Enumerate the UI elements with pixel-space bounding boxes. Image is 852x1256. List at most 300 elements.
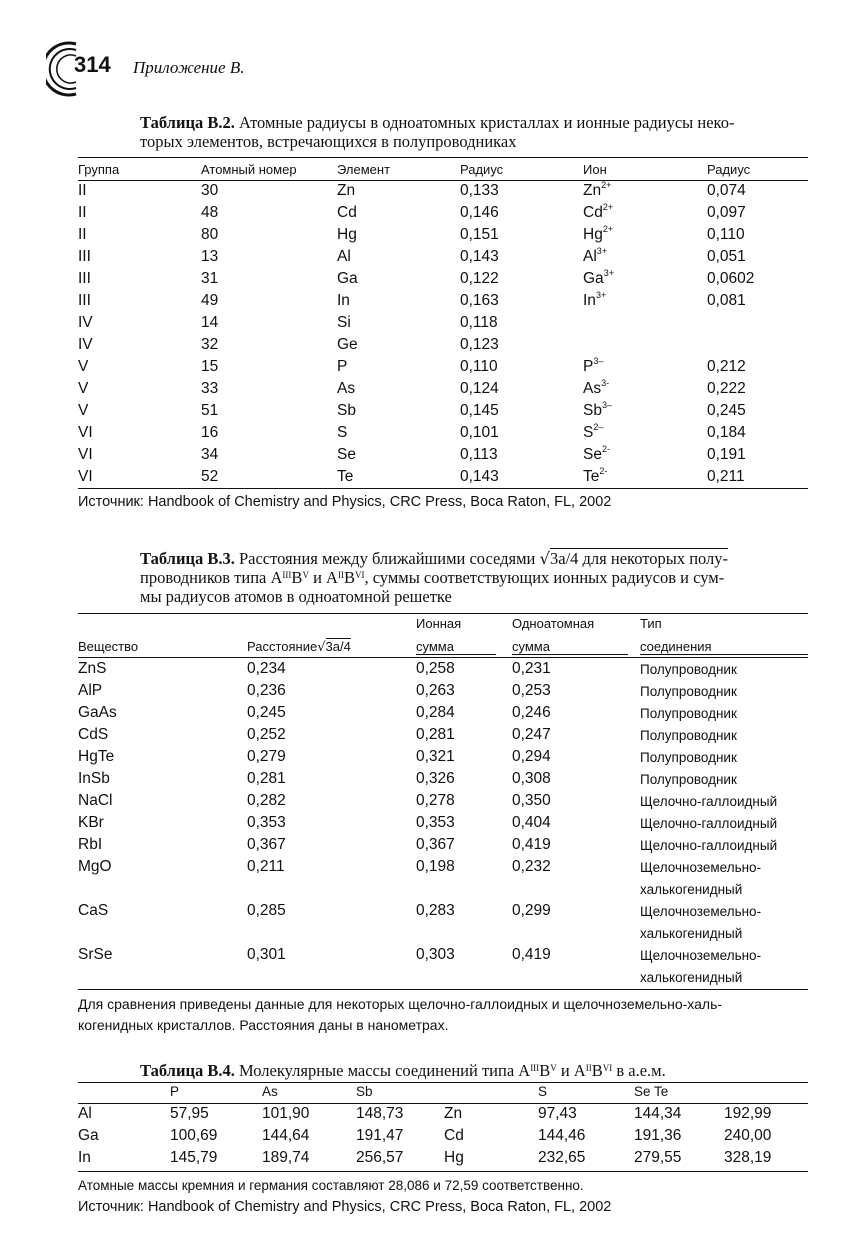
- table2-element-cell-text: As: [337, 380, 356, 397]
- table4-header: Se Te: [634, 1084, 669, 1099]
- table4-cell: Cd: [444, 1127, 464, 1144]
- table3-cell-t1: Щелочноземельно-: [640, 860, 762, 875]
- table2-ion-cell-text: Al: [583, 248, 597, 265]
- table2-ion-cell: [583, 180, 707, 202]
- table2-group-cell-text: VI: [78, 446, 93, 463]
- table2-radius-cell: [460, 400, 583, 422]
- table2-atomic-number-cell-text: 34: [201, 446, 219, 463]
- table4-cell: 57,95: [170, 1105, 209, 1122]
- table2-ion-radius-cell: [707, 180, 808, 202]
- table2-group-cell-text: II: [78, 204, 87, 221]
- table-row: [78, 836, 808, 858]
- table3-cell-d: 0,285: [247, 902, 286, 919]
- table3-cell-a: 0,232: [512, 858, 551, 875]
- table4-cell: 232,65: [538, 1149, 586, 1166]
- table2-radius-cell-text: 0,143: [460, 468, 499, 485]
- table2-ion-cell-text: S: [583, 424, 594, 441]
- table3-cell-a: 0,419: [512, 836, 551, 853]
- table2-radius-cell-text: 0,113: [460, 446, 498, 463]
- table-row: [78, 660, 808, 682]
- table2-ion-radius-cell-text: 0,097: [707, 204, 746, 221]
- table3-cell-a: 0,308: [512, 770, 551, 787]
- ion-charge: 3–: [593, 356, 604, 366]
- table3-caption-text: , суммы соответствующих ионных радиусов и сум-: [364, 568, 725, 587]
- table-row: [78, 224, 808, 246]
- table2-element-cell: [337, 400, 460, 422]
- table3-cell-i: 0,263: [416, 682, 455, 699]
- table2-group-cell: [78, 444, 201, 466]
- table2-ion-radius-cell-text: 0,051: [707, 248, 746, 265]
- table3-cell-a: 0,246: [512, 704, 551, 721]
- table4-cell: 279,55: [634, 1149, 682, 1166]
- table2-ion-cell: [583, 224, 707, 246]
- table3-cell-d: 0,301: [247, 946, 286, 963]
- table2-element-cell-text: Sb: [337, 402, 356, 419]
- table3-cell-d: 0,252: [247, 726, 286, 743]
- table2-ion-radius-cell: [707, 444, 808, 466]
- table3-cell-s: AlP: [78, 682, 103, 699]
- superscript: II: [337, 570, 344, 580]
- table2-ion-radius-cell: [707, 246, 808, 268]
- table3-cell-t1: Щелочноземельно-: [640, 904, 762, 919]
- table2-element-cell: [337, 224, 460, 246]
- table4-caption-text: B: [539, 1061, 551, 1080]
- table2-element-cell-text: S: [337, 424, 348, 441]
- table4-cell: 144,46: [538, 1127, 586, 1144]
- table-row: [78, 444, 808, 466]
- table2-group-cell: [78, 400, 201, 422]
- table2-element-cell-text: Zn: [337, 182, 356, 199]
- table2-element-cell-text: P: [337, 358, 348, 375]
- table2-atomic-number-cell-text: 80: [201, 226, 219, 243]
- table2-ion-radius-cell-text: 0,074: [707, 182, 746, 199]
- table2-ion-radius-cell: [707, 356, 808, 378]
- table2-ion-radius-cell-text: 0,0602: [707, 270, 755, 287]
- table2-group-cell: [78, 202, 201, 224]
- table3-header: Вещество: [78, 639, 139, 654]
- table2-group-cell: [78, 356, 201, 378]
- table2-ion-radius-cell-text: 0,184: [707, 424, 746, 441]
- table2-ion-cell-text: Sb: [583, 402, 602, 419]
- table2-ion-radius-cell: [707, 290, 808, 312]
- table2-atomic-number-cell: [201, 400, 337, 422]
- table3-header: Тип: [640, 616, 662, 631]
- table2-atomic-number-cell: [201, 246, 337, 268]
- table4-cell: Zn: [444, 1105, 463, 1122]
- table2-element-cell: [337, 334, 460, 356]
- table2-radius-cell: [460, 290, 583, 312]
- table2-element-cell-text: Al: [337, 248, 351, 265]
- table4-caption-text: B: [591, 1061, 603, 1080]
- table2-element-cell: [337, 202, 460, 224]
- table2-atomic-number-cell-text: 31: [201, 270, 219, 287]
- ion-charge: 3+: [603, 268, 614, 278]
- ion-charge: 3-: [601, 378, 610, 388]
- table2-group-cell-text: II: [78, 182, 87, 199]
- table3-cell-i: 0,283: [416, 902, 455, 919]
- table4-cell: 191,47: [356, 1127, 404, 1144]
- table3-cell-i: 0,281: [416, 726, 455, 743]
- table-row: [78, 356, 808, 378]
- table3-cell-d: 0,281: [247, 770, 286, 787]
- table-row: [78, 334, 808, 356]
- table2-ion-cell: [583, 356, 707, 378]
- table3-caption: [140, 549, 812, 606]
- table2-radius-cell-text: 0,143: [460, 248, 499, 265]
- table4-caption-text: Молекулярные массы соединений типа A: [234, 1061, 531, 1080]
- table2-group-cell: [78, 180, 201, 202]
- table4-cell: 145,79: [170, 1149, 218, 1166]
- table2-ion-radius-cell: [707, 224, 808, 246]
- table3-cell-i: 0,353: [416, 814, 455, 831]
- table3-cell-a: 0,299: [512, 902, 551, 919]
- table-row: [78, 946, 808, 968]
- table2-atomic-number-cell: [201, 268, 337, 290]
- table3-note: [78, 994, 818, 1036]
- table2-radius-cell-text: 0,133: [460, 182, 499, 199]
- ion-charge: 2+: [602, 224, 614, 234]
- table3-caption-text: 3a/4 для некоторых полу-: [550, 549, 729, 568]
- table2-header-row: [78, 159, 808, 180]
- table2-group-cell: [78, 224, 201, 246]
- ion-charge: 2+: [601, 180, 612, 190]
- table2-atomic-number-cell-text: 30: [201, 182, 219, 199]
- superscript: III: [282, 570, 292, 580]
- table4-cell: 100,69: [170, 1127, 218, 1144]
- sqrt-icon: √: [539, 549, 550, 568]
- table2-radius-cell-text: 0,101: [460, 424, 499, 441]
- table2-group-cell-text: III: [78, 292, 91, 309]
- table4-cell: Hg: [444, 1149, 464, 1166]
- table-row: [78, 422, 808, 444]
- table2-group-cell: [78, 378, 201, 400]
- table4-cell: 97,43: [538, 1105, 577, 1122]
- table2-radius-cell: [460, 378, 583, 400]
- table2-element-cell-text: Hg: [337, 226, 357, 243]
- table4-cell: 240,00: [724, 1127, 772, 1144]
- superscript: V: [550, 1063, 557, 1073]
- table3-cell-a: 0,294: [512, 748, 551, 765]
- table2-radius-cell: [460, 202, 583, 224]
- table2-element-cell-text: Ga: [337, 270, 358, 287]
- table4-header: Sb: [356, 1084, 373, 1099]
- table2-ion-radius-cell-text: 0,081: [707, 292, 746, 309]
- table4-label: Таблица В.4.: [140, 1061, 235, 1080]
- table2-element-cell-text: In: [337, 292, 350, 309]
- table2-radius-cell: [460, 466, 583, 488]
- table2-radius-cell: [460, 246, 583, 268]
- table3-cell-a: 0,419: [512, 946, 551, 963]
- table2-radius-cell-text: 0,145: [460, 402, 499, 419]
- table2-element-cell: [337, 444, 460, 466]
- table3-cell-t1: Щелочно-галлоидный: [640, 816, 778, 831]
- table2-element-cell-text: Se: [337, 446, 356, 463]
- table3-cell-i: 0,367: [416, 836, 455, 853]
- table2-caption-line1: Атомные радиусы в одноатомных кристаллах и ионные радиусы неко-: [234, 113, 735, 132]
- table3-caption-text: B: [291, 568, 303, 587]
- table2-element-cell: [337, 268, 460, 290]
- table2-group-cell-text: III: [78, 270, 91, 287]
- table2-radius-cell: [460, 224, 583, 246]
- table2-ion-cell-text: Se: [583, 446, 602, 463]
- table2-element-cell: [337, 312, 460, 334]
- table2-radius-cell-text: 0,151: [460, 226, 499, 243]
- table3-cell-a: 0,247: [512, 726, 551, 743]
- table2-ion-radius-cell-text: 0,245: [707, 402, 746, 419]
- table2-radius-cell-text: 0,110: [460, 358, 498, 375]
- table3-caption-text: B: [343, 568, 355, 587]
- table3-cell-d: 0,279: [247, 748, 286, 765]
- table-row: [78, 902, 808, 924]
- superscript: III: [530, 1063, 540, 1073]
- table2-atomic-number-cell-text: 14: [201, 314, 219, 331]
- table2-header: Радиус: [707, 162, 751, 177]
- table3-cell-t1: Полупроводник: [640, 728, 737, 743]
- table-row: [78, 748, 808, 770]
- table3-cell-s: KBr: [78, 814, 104, 831]
- table3-caption-text: и A: [308, 568, 338, 587]
- table2-ion-cell-text: In: [583, 292, 596, 309]
- table-row: [78, 1149, 808, 1171]
- table-row: [78, 466, 808, 488]
- table3-cell-i: 0,284: [416, 704, 455, 721]
- superscript: VI: [354, 570, 365, 580]
- table3-cell-a: 0,404: [512, 814, 551, 831]
- table-row: [78, 312, 808, 334]
- table4-cell: 328,19: [724, 1149, 772, 1166]
- table4-cell: Al: [78, 1105, 92, 1122]
- table2-ion-radius-cell-text: 0,191: [707, 446, 746, 463]
- table2-atomic-number-cell: [201, 224, 337, 246]
- table2-atomic-number-cell: [201, 378, 337, 400]
- table2-group-cell-text: IV: [78, 336, 93, 353]
- table3-cell-d: 0,211: [247, 858, 285, 875]
- table4-cell: 144,34: [634, 1105, 682, 1122]
- table2-radius-cell: [460, 356, 583, 378]
- table2-element-cell-text: Cd: [337, 204, 357, 221]
- table-row: [78, 400, 808, 422]
- table3-cell-i: 0,326: [416, 770, 455, 787]
- table3-header: сумма: [416, 639, 496, 655]
- table2-ion-cell: [583, 334, 707, 356]
- table2-ion-cell-text: Ga: [583, 270, 604, 287]
- table2-ion-radius-cell-text: 0,110: [707, 226, 745, 243]
- table3-cell-t1: Щелочно-галлоидный: [640, 794, 778, 809]
- table2-ion-radius-cell: [707, 400, 808, 422]
- table2-element-cell: [337, 356, 460, 378]
- table3-cell-type-cont: халькогенидный: [640, 970, 743, 985]
- page-number: 314: [74, 52, 111, 77]
- table-row: [78, 792, 808, 814]
- table-row: [78, 180, 808, 202]
- table2-atomic-number-cell: [201, 466, 337, 488]
- superscript: II: [585, 1063, 592, 1073]
- ion-charge: 3+: [595, 290, 607, 300]
- table2-header: Ион: [583, 162, 607, 177]
- table2-ion-radius-cell: [707, 312, 808, 334]
- ion-charge: 2-: [601, 444, 610, 454]
- table2-atomic-number-cell-text: 52: [201, 468, 219, 485]
- table2-ion-cell: [583, 444, 707, 466]
- table2-radius-cell-text: 0,123: [460, 336, 499, 353]
- ion-charge: 2-: [599, 466, 608, 476]
- table2-ion-radius-cell-text: 0,222: [707, 380, 746, 397]
- table3-caption-text: мы радиусов атомов в одноатомной решетке: [140, 587, 452, 606]
- table3-cell-d: 0,353: [247, 814, 286, 831]
- table3-cell-type-cont: халькогенидный: [640, 882, 743, 897]
- table3-cell-t1: Полупроводник: [640, 706, 737, 721]
- table2-group-cell-text: VI: [78, 468, 93, 485]
- table-row: [78, 814, 808, 836]
- table2-group-cell: [78, 268, 201, 290]
- table2-ion-cell: [583, 400, 707, 422]
- superscript: VI: [602, 1063, 613, 1073]
- ion-charge: 2+: [602, 202, 614, 212]
- table4-cell: 256,57: [356, 1149, 404, 1166]
- table2-radius-cell-text: 0,146: [460, 204, 499, 221]
- table3-cell-s: MgO: [78, 858, 112, 875]
- table2-ion-cell: [583, 268, 707, 290]
- sqrt-icon: √: [317, 640, 326, 655]
- table2-group-cell-text: V: [78, 402, 89, 419]
- ion-charge: 3+: [596, 246, 608, 256]
- table2-atomic-number-cell: [201, 444, 337, 466]
- table3-cell-s: NaCl: [78, 792, 113, 809]
- table3-cell-s: CdS: [78, 726, 109, 743]
- table2-radius-cell: [460, 180, 583, 202]
- table2-label: Таблица В.2.: [140, 113, 235, 132]
- table2-atomic-number-cell-text: 13: [201, 248, 219, 265]
- table4-note: [78, 1175, 818, 1217]
- table3-cell-s: SrSe: [78, 946, 113, 963]
- table2-ion-radius-cell: [707, 268, 808, 290]
- table3-cell-t1: Полупроводник: [640, 684, 737, 699]
- table2-group-cell: [78, 290, 201, 312]
- table4-caption-text: и A: [556, 1061, 586, 1080]
- table2-ion-radius-cell: [707, 202, 808, 224]
- table2-element-cell: [337, 246, 460, 268]
- table2-atomic-number-cell: [201, 180, 337, 202]
- ion-charge: 3–: [601, 400, 612, 410]
- table2-atomic-number-cell-text: 49: [201, 292, 219, 309]
- table4-header: S: [538, 1084, 548, 1099]
- table2-atomic-number-cell: [201, 202, 337, 224]
- table2-ion-cell: [583, 466, 707, 488]
- table2-element-cell: [337, 180, 460, 202]
- table-row: [78, 202, 808, 224]
- table2-group-cell-text: V: [78, 358, 89, 375]
- table4-cell: 192,99: [724, 1105, 772, 1122]
- table3-cell-t1: Щелочноземельно-: [640, 948, 762, 963]
- running-title: Приложение В.: [133, 58, 245, 77]
- table2: [78, 159, 808, 488]
- table3-caption-text: Расстояния между ближайшими соседями: [234, 549, 540, 568]
- table2-element-cell: [337, 466, 460, 488]
- table2-atomic-number-cell-text: 32: [201, 336, 219, 353]
- table2-ion-cell: [583, 312, 707, 334]
- table-row: [78, 1105, 808, 1127]
- table2-ion-radius-cell: [707, 378, 808, 400]
- table2-atomic-number-cell: [201, 422, 337, 444]
- table2-radius-cell: [460, 444, 583, 466]
- table-row: [78, 682, 808, 704]
- table3-header-text: Расстояние: [247, 639, 318, 654]
- table2-group-cell-text: V: [78, 380, 89, 397]
- table4-cell: 148,73: [356, 1105, 404, 1122]
- table2-caption-line2: торых элементов, встречающихся в полупроводниках: [140, 132, 517, 151]
- table2-atomic-number-cell-text: 15: [201, 358, 219, 375]
- table3-cell-s: RbI: [78, 836, 103, 853]
- table2-header: Элемент: [337, 162, 391, 177]
- table4-source: Источник: Handbook of Chemistry and Physics, CRC Press, Boca Raton, FL, 2002: [78, 1199, 612, 1215]
- table3-cell-a: 0,253: [512, 682, 551, 699]
- table4-cell: 191,36: [634, 1127, 682, 1144]
- table3-cell-s: CaS: [78, 902, 109, 919]
- table2-group-cell-text: VI: [78, 424, 93, 441]
- table4-header: P: [170, 1084, 180, 1099]
- table2-atomic-number-cell-text: 51: [201, 402, 219, 419]
- table3-header-text: 3a/4: [325, 639, 351, 654]
- table4-cell: In: [78, 1149, 91, 1166]
- table3-caption-text: проводников типа A: [140, 568, 283, 587]
- table3-cell-i: 0,321: [416, 748, 455, 765]
- table-row: [78, 704, 808, 726]
- table2-source: Источник: Handbook of Chemistry and Physics, CRC Press, Boca Raton, FL, 2002: [78, 494, 612, 510]
- table-row: [78, 858, 808, 880]
- table2-ion-cell: [583, 378, 707, 400]
- table2-atomic-number-cell-text: 33: [201, 380, 219, 397]
- table3-cell-d: 0,245: [247, 704, 286, 721]
- table3-cell-d: 0,367: [247, 836, 286, 853]
- table2-ion-cell-text: Hg: [583, 226, 603, 243]
- table2-element-cell-text: Si: [337, 314, 351, 331]
- table4-header: As: [262, 1084, 278, 1099]
- table2-radius-cell-text: 0,124: [460, 380, 499, 397]
- table2-radius-cell-text: 0,118: [460, 314, 498, 331]
- table3-cell-i: 0,278: [416, 792, 455, 809]
- table3-cell-s: HgTe: [78, 748, 115, 765]
- table3-cell-a: 0,350: [512, 792, 551, 809]
- table2-ion-radius-cell: [707, 466, 808, 488]
- table-row: [78, 268, 808, 290]
- table2-radius-cell: [460, 268, 583, 290]
- table3-header: соединения: [640, 639, 808, 655]
- table4-cell: Ga: [78, 1127, 99, 1144]
- table4-cell: 101,90: [262, 1105, 310, 1122]
- table2-atomic-number-cell: [201, 312, 337, 334]
- table2-ion-cell: [583, 202, 707, 224]
- table2-atomic-number-cell-text: 16: [201, 424, 219, 441]
- table3-cell-s: InSb: [78, 770, 110, 787]
- table3-cell-d: 0,282: [247, 792, 286, 809]
- table3-cell-s: GaAs: [78, 704, 117, 721]
- table2-ion-cell: [583, 246, 707, 268]
- table3-label: Таблица В.3.: [140, 549, 235, 568]
- table2-ion-radius-cell: [707, 422, 808, 444]
- table2-atomic-number-cell: [201, 290, 337, 312]
- table2-element-cell: [337, 378, 460, 400]
- table3-cell-t1: Полупроводник: [640, 750, 737, 765]
- table3-cell-d: 0,236: [247, 682, 286, 699]
- table-row: [78, 290, 808, 312]
- table3-cell-i: 0,258: [416, 660, 455, 677]
- table3-cell-a: 0,231: [512, 660, 551, 677]
- table3-cell-s: ZnS: [78, 660, 107, 677]
- table2-element-cell: [337, 290, 460, 312]
- table2-group-cell: [78, 312, 201, 334]
- table2-ion-cell-text: Cd: [583, 204, 603, 221]
- table2-element-cell-text: Te: [337, 468, 354, 485]
